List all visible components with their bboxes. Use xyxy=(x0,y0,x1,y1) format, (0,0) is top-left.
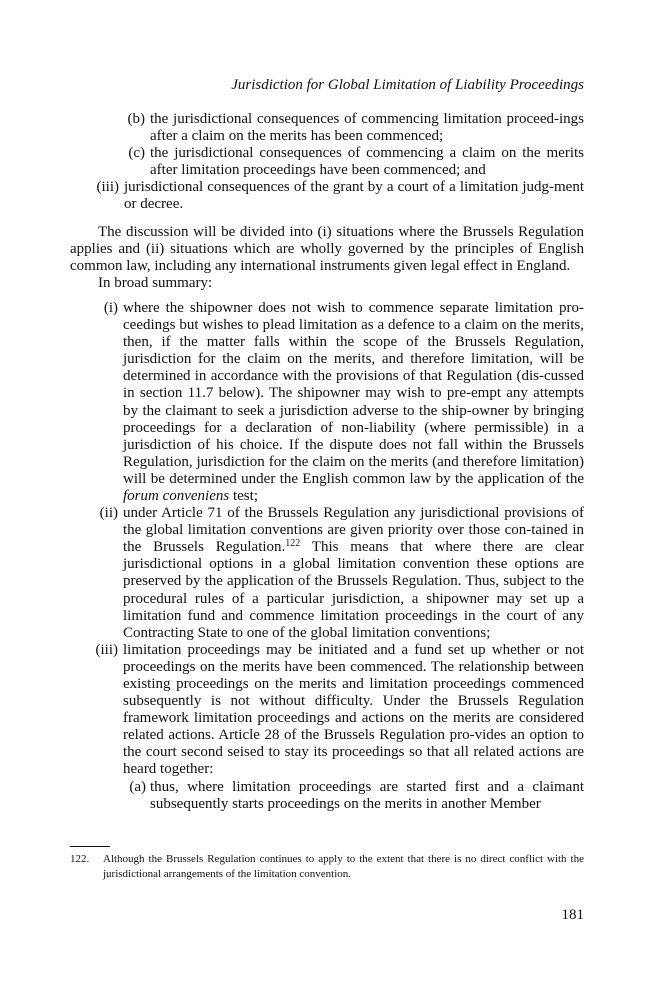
list-label: (a) xyxy=(129,778,146,795)
footnote xyxy=(70,852,584,882)
page-number: 181 xyxy=(561,907,584,923)
summary-list xyxy=(70,300,584,813)
list-label: (i) xyxy=(103,299,118,316)
list-label: (c) xyxy=(128,145,145,162)
summary-item-i xyxy=(70,300,584,505)
list-label: (iii) xyxy=(96,179,119,196)
list-text: limitation proceedings may be initiated and a fund set up whether or not proceedings on the merits have been commenced. The relationship between existing proceedings on the merits and limitation proceedings commenced subsequently is not without difficulty. Under the Brussels Regulation framework limitation proceedings and actions on the merits are considered related actions. Article 28 of the Brussels Regulation pro-vides an option to the court second seised to stay its proceedings so that all related actions are heard together: xyxy=(123,641,584,778)
list-text: thus, where limitation proceedings are started first and a claimant subsequently starts proceedings on the merits in another Member xyxy=(150,778,584,812)
summary-item-a xyxy=(70,779,584,813)
list-text: under Article 71 of the Brussels Regulation any jurisdictional provisions of the global limitation conventions are given priority over those con-tained in the Brussels Regulation. xyxy=(123,505,584,556)
footnote-reference[interactable]: 122 xyxy=(285,538,301,550)
italic-term: forum conveniens xyxy=(123,487,230,504)
paragraph-discussion: The discussion will be divided into (i) situations where the Brussels Regulation applies and (ii) situations which are wholly governed by the principles of English common law, including any international instruments given legal effect in England. xyxy=(70,223,584,274)
list-text: where the shipowner does not wish to commence separate limitation pro-ceedings but wishes to plead limitation as a defence to a claim on the merits, then, if the matter falls within the scope of the Brussels Regulation, jurisdiction for the claim on the merits, and therefore limitation, will be determined in accordance with the provisions of that Regulation (dis-cussed in section 11.7 below). The shipowner may wish to pre-empt any attempts by the claimant to seek a jurisdiction adverse to the ship-owner by bringing proceedings for a declaration of non-liability (where permissible) in a jurisdiction of his choice. If the dispute does not fall within the Brussels Regulation, jurisdiction for the claim on the merits (and therefore limitation) will be determined under the English common law by the application of the xyxy=(123,299,584,487)
list-item-iii xyxy=(70,179,584,213)
footnote-separator xyxy=(70,846,110,847)
list-label: (iii) xyxy=(95,641,118,658)
list-label: (b) xyxy=(127,111,145,127)
list-text: This means that where there are clear jurisdictional options in a global limitation convention these options are preserved by the application of the Brussels Regulation. Thus, subject to the procedural rules of a particular jurisdiction, a shipowner may set up a limitation fund and commence limitation proceedings in the court of any Contracting State to one of the global limitation conventions; xyxy=(123,539,584,641)
list-text: jurisdictional consequences of the grant by a court of a limitation judg-ment or decree. xyxy=(124,179,584,213)
running-head: Jurisdiction for Global Limitation of Liability Proceedings xyxy=(231,77,584,93)
summary-item-iii xyxy=(70,642,584,779)
paragraph-summary-intro: In broad summary: xyxy=(98,274,213,291)
list-label: (ii) xyxy=(99,505,118,522)
footnote-number: 122. xyxy=(70,853,90,865)
body-text xyxy=(70,111,584,813)
list-text: the jurisdictional consequences of commencing limitation proceed-ings after a claim on the merits has been commenced; xyxy=(150,111,584,145)
footnote-text: Although the Brussels Regulation continues to apply to the extent that there is no direct conflict with the jurisdictional arrangements of the limitation convention. xyxy=(103,853,584,880)
list-item-b xyxy=(70,111,584,145)
list-item-c xyxy=(70,145,584,179)
summary-item-ii xyxy=(70,505,584,642)
list-text: test; xyxy=(229,487,258,504)
list-text: the jurisdictional consequences of commencing a claim on the merits after limitation proceedings have been commenced; and xyxy=(150,145,584,179)
